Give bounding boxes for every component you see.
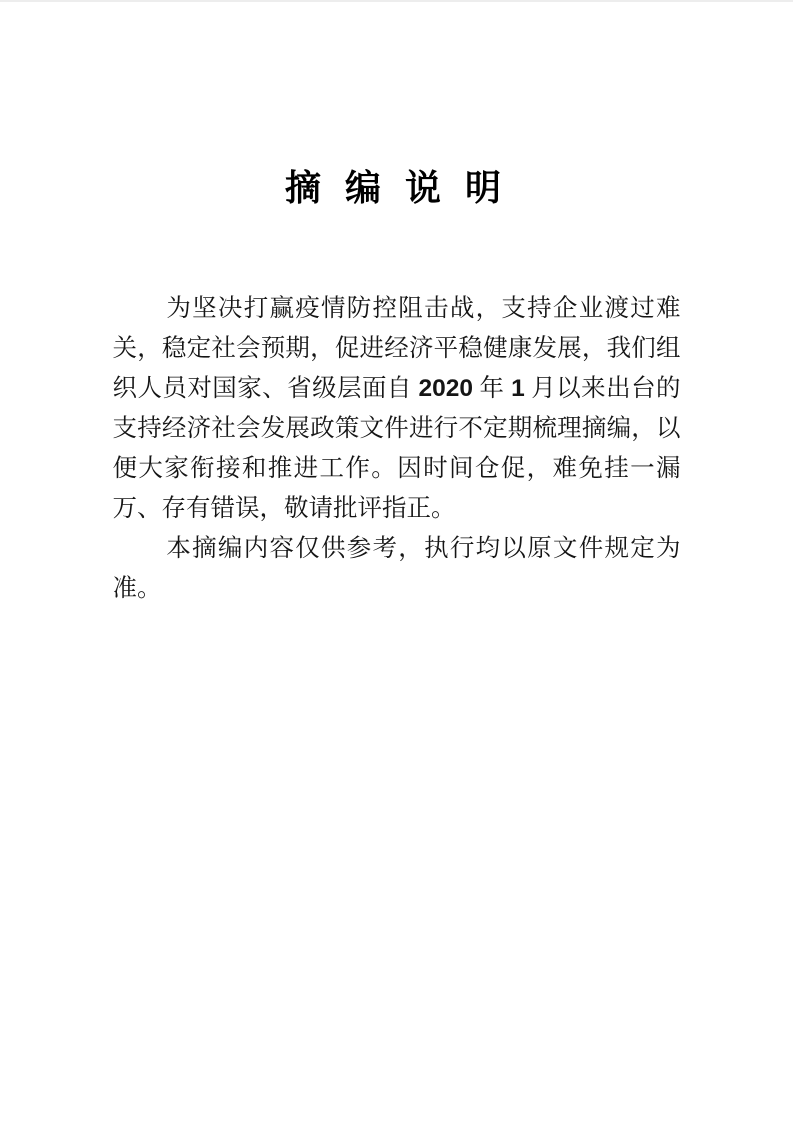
page-title: 摘 编 说 明	[284, 167, 508, 208]
paragraph-intro	[113, 289, 681, 529]
paragraph-disclaimer	[113, 529, 681, 609]
document-body	[113, 289, 681, 609]
body-text: 月以来出台的支持经济社会发展政策文件进行不定期梳理摘编，以便大家衔接和推进工作。因时间仓促，难免挂一漏万、存有错误，敬请批评指正。	[112, 375, 681, 522]
body-text: 为坚决打赢疫情防控阻击战，支持企业渡过难关，稳定社会预期，促进经济平稳健康发展，我们组织人员对国家、省级层面自	[112, 295, 681, 402]
numeric-text: 2020	[418, 375, 473, 402]
numeric-text: 1	[511, 375, 525, 402]
body-text: 本摘编内容仅供参考，执行均以原文件规定为准。	[112, 535, 681, 602]
body-text: 年	[472, 375, 512, 402]
